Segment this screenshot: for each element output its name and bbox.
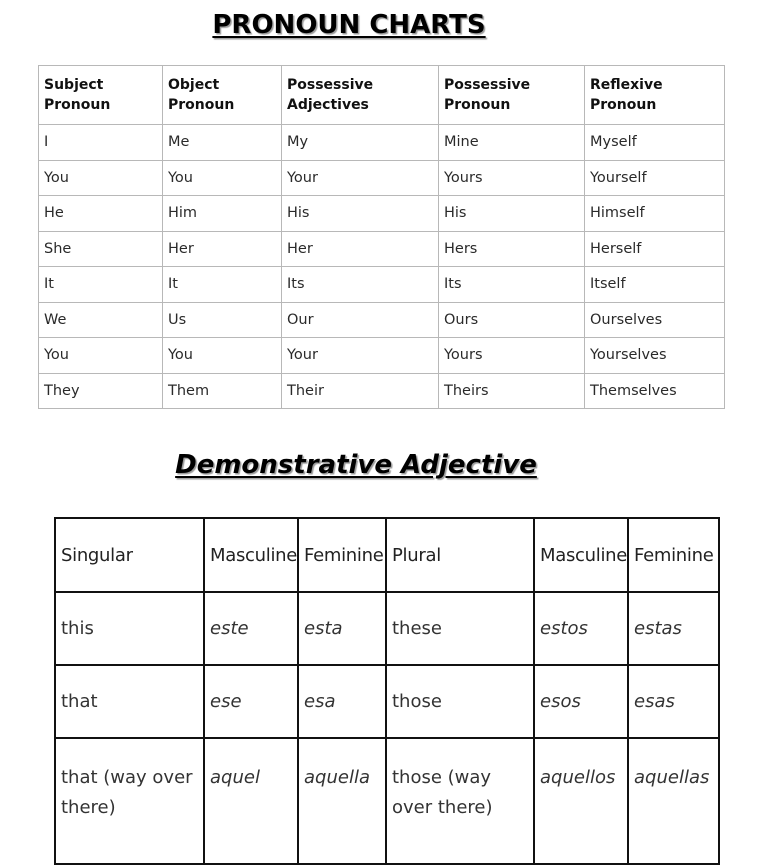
table-row <box>55 738 719 864</box>
demonstrative-table <box>54 517 720 865</box>
table-cell: You <box>163 160 282 196</box>
table-cell: that <box>55 665 204 738</box>
table-cell: It <box>39 267 163 303</box>
table-cell: esas <box>628 665 719 738</box>
table-row <box>39 196 725 232</box>
table-cell: ese <box>204 665 298 738</box>
table-cell: Your <box>282 338 439 374</box>
table-cell: that (way over there) <box>55 738 204 864</box>
pronoun-charts-title: PRONOUN CHARTS <box>212 10 486 40</box>
header-masculine: Masculine <box>204 518 298 592</box>
table-cell: Her <box>282 231 439 267</box>
table-row <box>55 665 719 738</box>
table-cell: aquella <box>298 738 386 864</box>
table-row <box>39 338 725 374</box>
table-cell: aquellas <box>628 738 719 864</box>
table-cell: I <box>39 125 163 161</box>
header-feminine-plural: Feminine <box>628 518 719 592</box>
table-row <box>39 160 725 196</box>
header-masculine-plural: Masculine <box>534 518 628 592</box>
table-cell: Yours <box>439 338 585 374</box>
table-cell: Yours <box>439 160 585 196</box>
table-cell: Theirs <box>439 373 585 409</box>
table-cell: They <box>39 373 163 409</box>
table-cell: Ourselves <box>585 302 725 338</box>
table-row <box>55 592 719 665</box>
table-row <box>39 231 725 267</box>
table-cell: aquellos <box>534 738 628 864</box>
table-cell: It <box>163 267 282 303</box>
table-cell: Yourself <box>585 160 725 196</box>
table-cell: Its <box>282 267 439 303</box>
header-feminine: Feminine <box>298 518 386 592</box>
table-cell: He <box>39 196 163 232</box>
table-cell: You <box>39 160 163 196</box>
table-cell: aquel <box>204 738 298 864</box>
table-cell: Themselves <box>585 373 725 409</box>
table-cell: estas <box>628 592 719 665</box>
table-cell: Our <box>282 302 439 338</box>
header-possessive-adjectives: Possessive Adjectives <box>282 66 439 125</box>
table-cell: You <box>39 338 163 374</box>
table-cell: este <box>204 592 298 665</box>
table-cell: Itself <box>585 267 725 303</box>
table-cell: this <box>55 592 204 665</box>
table-cell: esta <box>298 592 386 665</box>
table-cell: My <box>282 125 439 161</box>
header-object-pronoun: Object Pronoun <box>163 66 282 125</box>
table-cell: esa <box>298 665 386 738</box>
table-cell: His <box>439 196 585 232</box>
table-cell: Ours <box>439 302 585 338</box>
table-cell: those <box>386 665 534 738</box>
table-cell: His <box>282 196 439 232</box>
header-reflexive-pronoun: Reflexive Pronoun <box>585 66 725 125</box>
table-cell: Him <box>163 196 282 232</box>
header-subject-pronoun: Subject Pronoun <box>39 66 163 125</box>
table-row <box>39 267 725 303</box>
table-cell: You <box>163 338 282 374</box>
table-cell: Mine <box>439 125 585 161</box>
table-cell: We <box>39 302 163 338</box>
table-cell: Their <box>282 373 439 409</box>
table-cell: esos <box>534 665 628 738</box>
table-cell: Us <box>163 302 282 338</box>
table-cell: She <box>39 231 163 267</box>
table-cell: Herself <box>585 231 725 267</box>
table-cell: Your <box>282 160 439 196</box>
table-row <box>39 125 725 161</box>
table-row <box>39 373 725 409</box>
pronoun-table <box>38 65 725 409</box>
demonstrative-header-row <box>55 518 719 592</box>
table-cell: those (way over there) <box>386 738 534 864</box>
table-cell: Myself <box>585 125 725 161</box>
header-singular: Singular <box>55 518 204 592</box>
table-cell: Hers <box>439 231 585 267</box>
demonstrative-adjective-title: Demonstrative Adjective <box>175 450 537 480</box>
header-plural: Plural <box>386 518 534 592</box>
table-row <box>39 302 725 338</box>
header-possessive-pronoun: Possessive Pronoun <box>439 66 585 125</box>
table-cell: Them <box>163 373 282 409</box>
table-cell: these <box>386 592 534 665</box>
table-cell: Himself <box>585 196 725 232</box>
table-cell: Yourselves <box>585 338 725 374</box>
pronoun-header-row <box>39 66 725 125</box>
table-cell: Me <box>163 125 282 161</box>
table-cell: Her <box>163 231 282 267</box>
table-cell: estos <box>534 592 628 665</box>
table-cell: Its <box>439 267 585 303</box>
